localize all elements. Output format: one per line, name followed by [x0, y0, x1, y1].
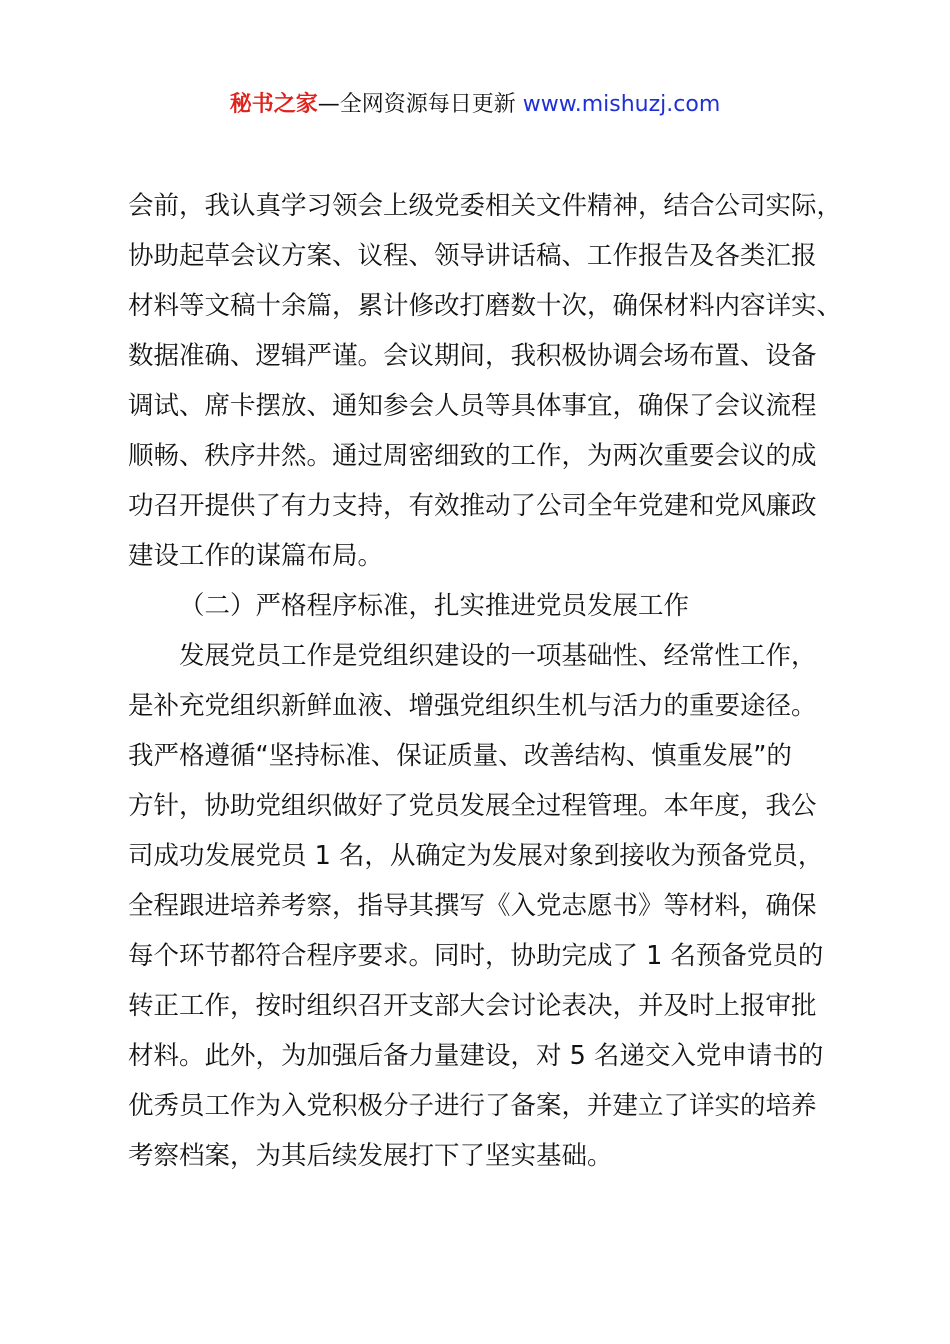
- text-line: 转正工作，按时组织召开支部大会讨论表决，并及时上报审批: [128, 991, 817, 1021]
- site-brand: 秘书之家: [229, 92, 318, 117]
- text-line: 协助起草会议方案、议程、领导讲话稿、工作报告及各类汇报: [128, 241, 817, 271]
- document-body: [128, 181, 868, 1181]
- text-line: 每个环节都符合程序要求。同时，协助完成了 1 名预备党员的: [128, 941, 824, 971]
- text-line: 建设工作的谋篇布局。: [128, 541, 384, 571]
- text-line: 功召开提供了有力支持，有效推动了公司全年党建和党风廉政: [128, 491, 817, 521]
- text-line: 数据准确、逻辑严谨。会议期间，我积极协调会场布置、设备: [128, 341, 817, 371]
- text-line: 全程跟进培养考察，指导其撰写《入党志愿书》等材料，确保: [128, 891, 817, 921]
- site-tagline: —全网资源每日更新: [317, 92, 523, 117]
- text-line: 优秀员工作为入党积极分子进行了备案，并建立了详实的培养: [128, 1091, 817, 1121]
- text-line: 方针，协助党组织做好了党员发展全过程管理。本年度，我公: [128, 791, 817, 821]
- text-line: 司成功发展党员 1 名，从确定为发展对象到接收为预备党员，: [128, 841, 824, 871]
- text-line: 是补充党组织新鲜血液、增强党组织生机与活力的重要途径。: [128, 691, 817, 721]
- text-line: 考察档案，为其后续发展打下了坚实基础。: [128, 1141, 613, 1171]
- text-line: 材料。此外，为加强后备力量建设，对 5 名递交入党申请书的: [128, 1041, 824, 1071]
- text-line: 顺畅、秩序井然。通过周密细致的工作，为两次重要会议的成: [128, 441, 817, 471]
- text-line: 调试、席卡摆放、通知参会人员等具体事宜，确保了会议流程: [128, 391, 817, 421]
- text-line: 会前，我认真学习领会上级党委相关文件精神，结合公司实际，: [128, 191, 843, 221]
- text-line: 材料等文稿十余篇，累计修改打磨数十次，确保材料内容详实、: [128, 291, 843, 321]
- text-line: 发展党员工作是党组织建设的一项基础性、经常性工作，: [179, 641, 817, 671]
- page-header: [0, 88, 950, 122]
- section-heading: （二）严格程序标准，扎实推进党员发展工作: [179, 591, 690, 621]
- site-url: www.mishuzj.com: [522, 92, 721, 117]
- text-line: 我严格遵循“坚持标准、保证质量、改善结构、慎重发展”的: [128, 741, 792, 771]
